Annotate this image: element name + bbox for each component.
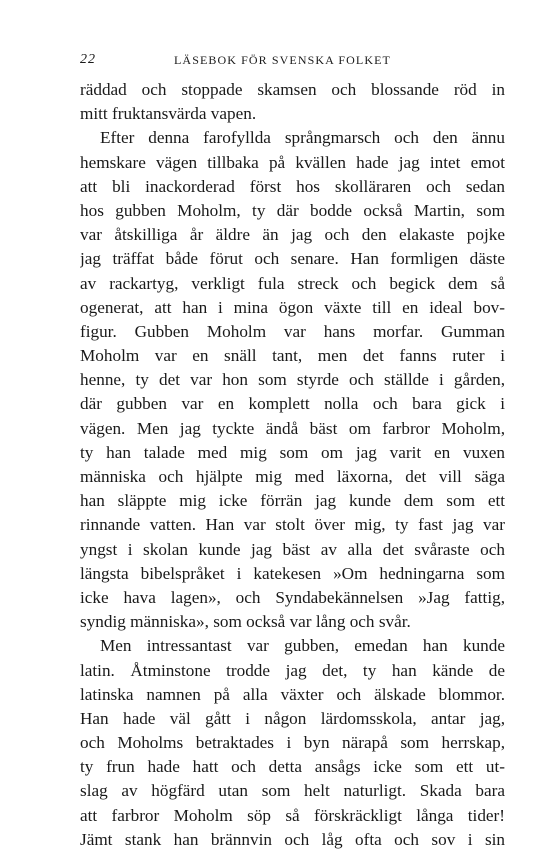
page-header — [80, 52, 505, 78]
text-line: ogenerat, att han i mina ögon växte till en ideal bov- — [80, 297, 505, 317]
text-line: där gubben var en komplett nolla och bara gick i — [80, 394, 505, 414]
book-page — [80, 0, 505, 852]
text-line: mitt fruktansvärda vapen. — [80, 104, 257, 124]
text-line: han släppte mig icke förrän jag kunde dem som ett — [80, 491, 505, 511]
text-line: ty frun hade hatt och detta ansågs icke som ett ut- — [80, 757, 505, 777]
text-line: Men intressantast var gubben, emedan han kunde — [100, 636, 505, 656]
text-line: figur. Gubben Moholm var hans morfar. Gumman — [80, 321, 505, 341]
text-line: Moholm var en snäll tant, men det fanns ruter i — [80, 346, 505, 366]
text-line: jag träffat både förut och senare. Han formligen däste — [80, 249, 505, 269]
text-line: av rackartyg, verkligt fula streck och begick dem så — [80, 273, 505, 293]
text-line: räddad och stoppade skamsen och blossande röd in — [80, 80, 505, 99]
text-line: att farbror Moholm söp så förskräckligt långa tider! — [80, 805, 505, 825]
text-line: ty han talade med mig som om jag varit en vuxen — [80, 442, 505, 462]
text-line: hos gubben Moholm, ty där bodde också Martin, som — [80, 200, 505, 220]
text-line: människa och hjälpte mig med läxorna, det vill säga — [80, 467, 505, 486]
text-line: rinnande vatten. Han var stolt över mig, ty fast jag var — [80, 515, 505, 535]
text-line: slag av högfärd utan som helt naturligt. Skada bara — [80, 781, 505, 801]
text-line: icke hava lagen», och Syndabekännelsen »Jag fattig, — [80, 587, 505, 607]
body-text — [80, 78, 505, 852]
text-line: latinska namnen på alla växter och älskade blommor. — [80, 684, 505, 704]
text-line: henne, ty det var hon som styrde och ställde i gården, — [80, 370, 505, 390]
text-line: Jämt stank han brännvin och låg ofta och sov i sin — [80, 829, 505, 849]
running-title: LÄSEBOK FÖR SVENSKA FOLKET — [174, 53, 391, 67]
text-line: och Moholms betraktades i byn närapå som herrskap, — [80, 733, 505, 753]
text-line: längsta bibelspråket i katekesen »Om hedningarna som — [80, 563, 505, 583]
text-line: var åtskilliga år äldre än jag och den elakaste pojke — [80, 225, 505, 245]
text-line: latin. Åtminstone trodde jag det, ty han kände de — [80, 660, 505, 680]
text-line: hemskare vägen tillbaka på kvällen hade jag intet emot — [80, 152, 505, 172]
text-line: Han hade väl gått i någon lärdomsskola, antar jag, — [80, 708, 505, 728]
text-line: syndig människa», som också var lång och svår. — [80, 612, 411, 632]
text-line: att bli inackorderad först hos skolläraren och sedan — [80, 176, 505, 196]
text-line: Efter denna farofyllda språngmarsch och den ännu — [100, 128, 505, 148]
text-line: yngst i skolan kunde jag bäst av alla det svåraste och — [80, 539, 505, 559]
text-line: vägen. Men jag tyckte ändå bäst om farbror Moholm, — [80, 418, 505, 438]
page-number: 22 — [80, 52, 96, 67]
